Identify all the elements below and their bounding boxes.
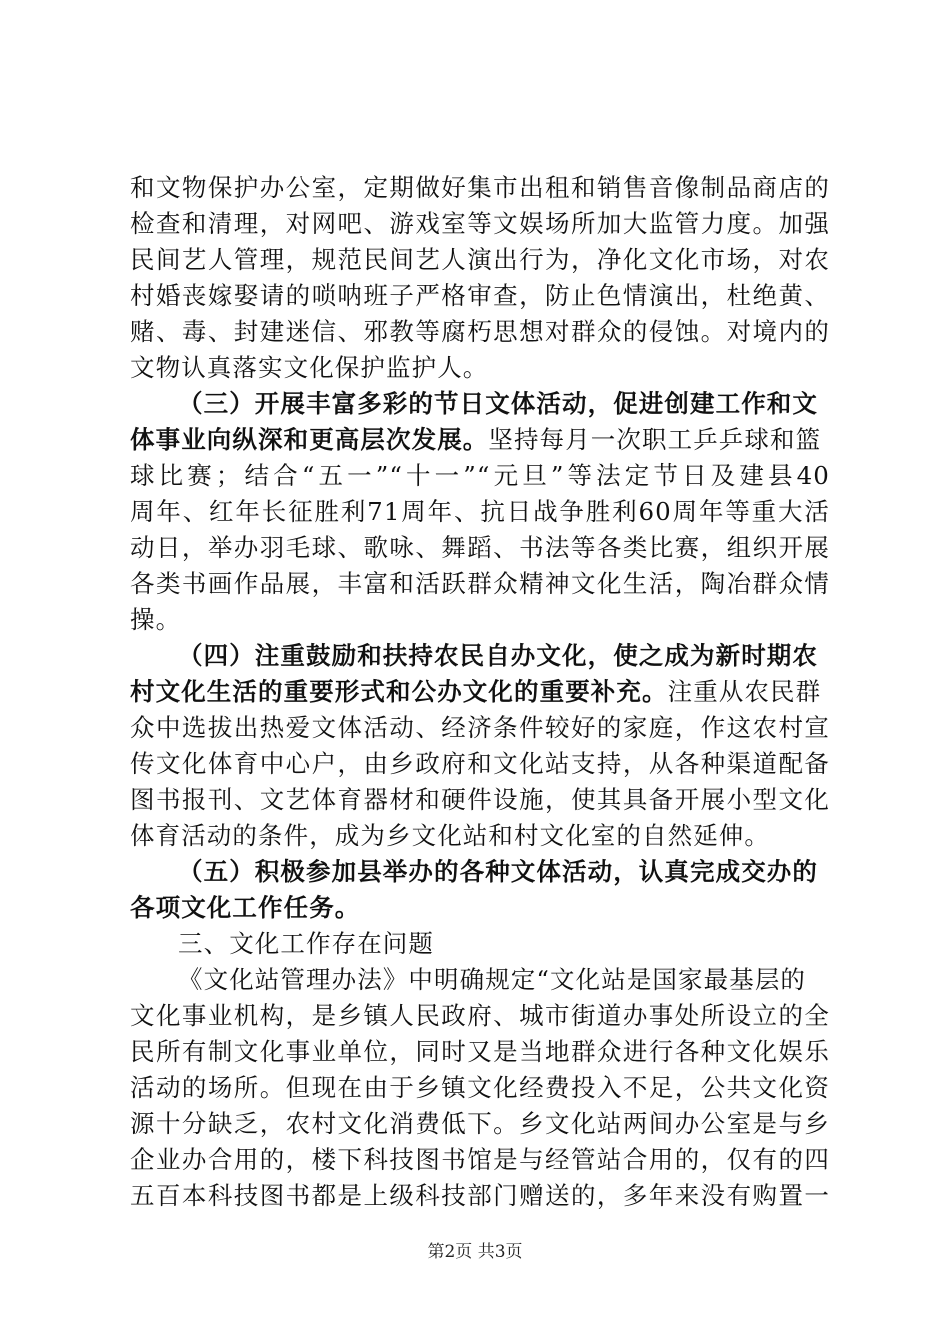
heading-bold-text: 村文化生活的重要形式和公办文化的重要补充。 bbox=[130, 677, 668, 706]
text-line: 众中选拔出热爱文体活动、经济条件较好的家庭，作这农村宣 bbox=[130, 713, 830, 742]
text-line bbox=[130, 890, 830, 926]
text-line: 赌、毒、封建迷信、邪教等腐朽思想对群众的侵蚀。对境内的 bbox=[130, 317, 830, 346]
text-line: 文物认真落实文化保护监护人。 bbox=[130, 353, 489, 382]
text-line: 各类书画作品展，丰富和活跃群众精神文化生活，陶冶群众情 bbox=[130, 569, 830, 598]
heading-bold-text: 体事业向纵深和更高层次发展。 bbox=[130, 425, 489, 454]
heading-bold-text: （四）注重鼓励和扶持农民自办文化，使之成为新时期农 bbox=[178, 641, 818, 670]
text-line: 球比赛；结合“五一”“十一”“元旦”等法定节日及建县40 bbox=[130, 461, 830, 490]
text-line: 文化事业机构，是乡镇人民政府、城市街道办事处所设立的全 bbox=[130, 1001, 830, 1030]
text-line: 村婚丧嫁娶请的唢呐班子严格审查，防止色情演出，杜绝黄、 bbox=[130, 281, 830, 310]
text-line: 传文化体育中心户，由乡政府和文化站支持，从各种渠道配备 bbox=[130, 749, 830, 778]
text-line: 图书报刊、文艺体育器材和硬件设施，使其具备开展小型文化 bbox=[130, 785, 830, 814]
section-heading-3 bbox=[178, 386, 830, 422]
text-line: 企业办合用的，楼下科技图书馆是与经管站合用的，仅有的四 bbox=[130, 1145, 830, 1174]
section-heading-5 bbox=[178, 854, 830, 890]
text-line: 民所有制文化事业单位，同时又是当地群众进行各种文化娱乐 bbox=[130, 1037, 830, 1066]
text-line: 检查和清理，对网吧、游戏室等文娱场所加大监管力度。加强 bbox=[130, 209, 830, 238]
text-line bbox=[130, 674, 830, 710]
page-number: 第2页 共3页 bbox=[427, 1242, 523, 1262]
text-line: 源十分缺乏，农村文化消费低下。乡文化站两间办公室是与乡 bbox=[130, 1109, 830, 1138]
text-line: 体育活动的条件，成为乡文化站和村文化室的自然延伸。 bbox=[130, 821, 770, 850]
heading-normal-text: 坚持每月一次职工乒乒球和篮 bbox=[488, 425, 822, 454]
text-line: 和文物保护办公室，定期做好集市出租和销售音像制品商店的 bbox=[130, 173, 830, 202]
heading-bold-text: 各项文化工作任务。 bbox=[130, 893, 361, 922]
text-line bbox=[130, 422, 830, 458]
text-line: 动日，举办羽毛球、歌咏、舞蹈、书法等各类比赛，组织开展 bbox=[130, 533, 830, 562]
text-line: 周年、红年长征胜利71周年、抗日战争胜利60周年等重大活 bbox=[130, 497, 830, 526]
text-line: 民间艺人管理，规范民间艺人演出行为，净化文化市场，对农 bbox=[130, 245, 830, 274]
heading-bold-text: （五）积极参加县举办的各种文体活动，认真完成交办的 bbox=[178, 857, 818, 886]
text-line: 操。 bbox=[130, 605, 182, 634]
text-line: 活动的场所。但现在由于乡镇文化经费投入不足，公共文化资 bbox=[130, 1073, 830, 1102]
section-heading-three: 三、文化工作存在问题 bbox=[178, 929, 434, 958]
text-line: 《文化站管理办法》中明确规定“文化站是国家最基层的 bbox=[178, 965, 807, 994]
heading-normal-text: 注重从农民群 bbox=[667, 677, 822, 706]
section-heading-4 bbox=[178, 638, 830, 674]
heading-bold-text: （三）开展丰富多彩的节日文体活动，促进创建工作和文 bbox=[178, 389, 818, 418]
text-line: 五百本科技图书都是上级科技部门赠送的，多年来没有购置一 bbox=[130, 1181, 830, 1210]
